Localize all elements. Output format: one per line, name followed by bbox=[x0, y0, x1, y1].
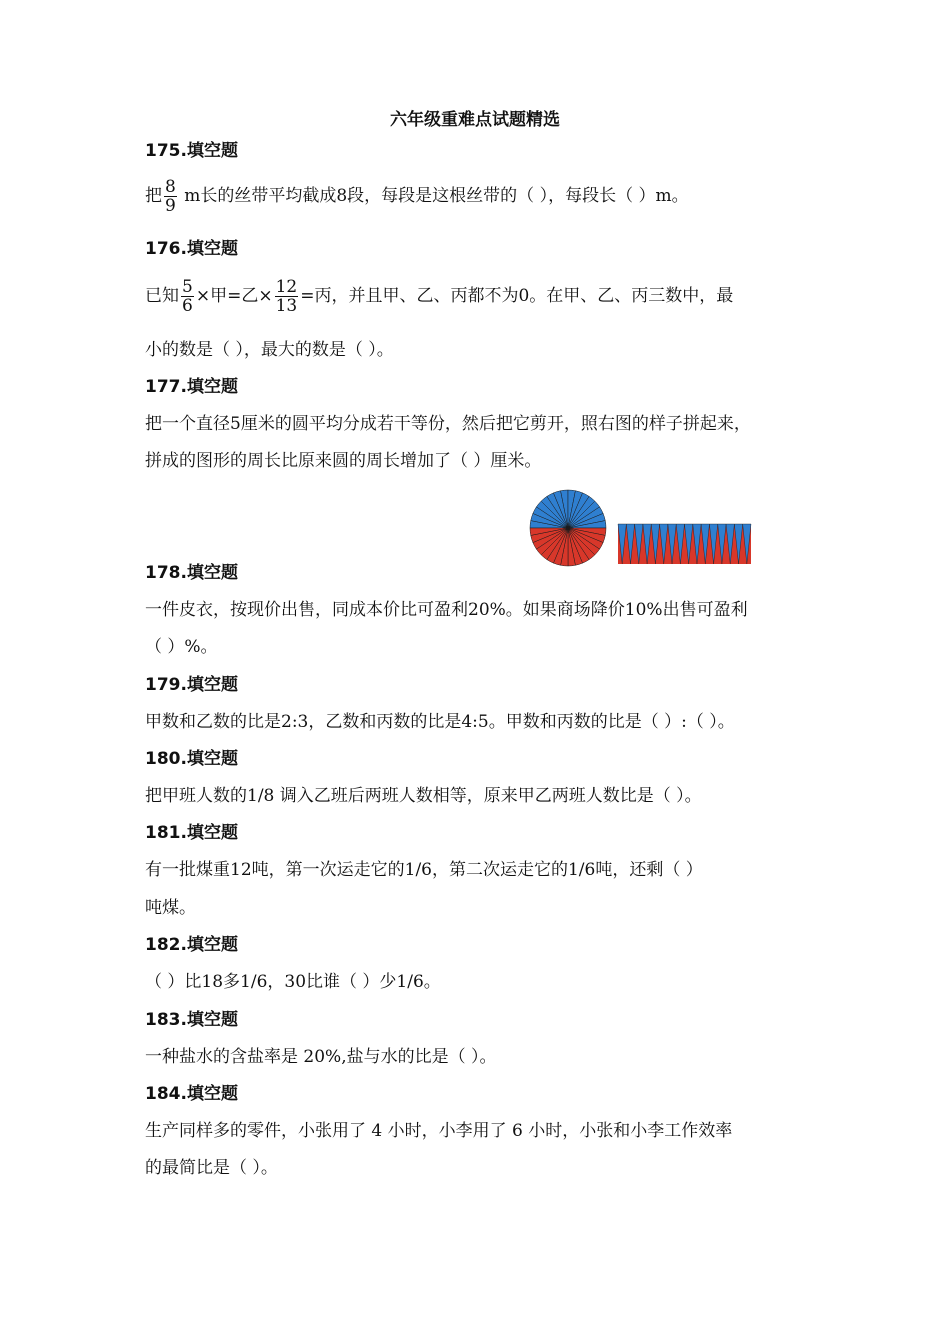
question-181-line1: 有一批煤重12吨，第一次运走它的1/6，第二次运走它的1/6吨，还剩（ ） bbox=[145, 860, 703, 880]
question-176-text: 已知 $\frac{5}{6}$ ×甲=乙× $\frac{12}{13}$ =丙，并且甲、乙、丙都不为0。在甲、乙、丙三数中，最 bbox=[145, 277, 734, 316]
question-184-line1: 生产同样多的零件，小张用了 4 小时，小李用了 6 小时，小张和小李工作效率 bbox=[145, 1121, 733, 1141]
question-176-line2: 小的数是（ ），最大的数是（ ）。 bbox=[145, 340, 394, 360]
question-181-line2: 吨煤。 bbox=[145, 898, 196, 918]
question-177-line1: 把一个直径5厘米的圆平均分成若干等份，然后把它剪开，照右图的样子拼起来， bbox=[145, 414, 751, 434]
question-180-header: 180.填空题 bbox=[145, 749, 238, 769]
question-177-header: 177.填空题 bbox=[145, 377, 238, 397]
fraction-5-6: $\frac{5}{6}$ bbox=[182, 277, 193, 316]
question-182-line1: （ ）比18多1/6，30比谁（ ）少1/6。 bbox=[145, 972, 441, 992]
question-182-header: 182.填空题 bbox=[145, 935, 238, 955]
fraction-12-13: $\frac{12}{13}$ bbox=[275, 277, 298, 316]
question-178-line2: （ ）%。 bbox=[145, 637, 218, 657]
page-title: 六年级重难点试题精选 bbox=[390, 110, 560, 130]
question-175-text bbox=[145, 178, 810, 215]
question-178-header: 178.填空题 bbox=[145, 563, 238, 583]
question-179-header: 179.填空题 bbox=[145, 675, 238, 695]
question-184-line2: 的最简比是（ ）。 bbox=[145, 1158, 278, 1178]
sliced-circle bbox=[530, 490, 606, 566]
question-184-header: 184.填空题 bbox=[145, 1084, 238, 1104]
question-176-header: 176.填空题 bbox=[145, 239, 238, 259]
question-181-header: 181.填空题 bbox=[145, 823, 238, 843]
question-175-header: 175.填空题 bbox=[145, 141, 238, 161]
question-180-line1: 把甲班人数的1/8 调入乙班后两班人数相等，原来甲乙两班人数比是（ ）。 bbox=[145, 786, 702, 806]
circle-rearrangement-figure bbox=[528, 489, 754, 567]
question-177-line2: 拼成的图形的周长比原来圆的周长增加了（ ）厘米。 bbox=[145, 451, 542, 471]
question-183-line1: 一种盐水的含盐率是 20%,盐与水的比是（ ）。 bbox=[145, 1047, 497, 1067]
rearranged-strip bbox=[618, 524, 751, 564]
question-178-line1: 一件皮衣，按现价出售，同成本价比可盈利20%。如果商场降价10%出售可盈利 bbox=[145, 600, 748, 620]
question-175-pre: 把 bbox=[145, 186, 162, 206]
question-179-line1: 甲数和乙数的比是2:3，乙数和丙数的比是4:5。甲数和丙数的比是（ ）:（ ）。 bbox=[145, 712, 735, 732]
question-183-header: 183.填空题 bbox=[145, 1010, 238, 1030]
question-175-post: m长的丝带平均截成8段，每段是这根丝带的（ ），每段长（ ）m。 bbox=[178, 186, 689, 206]
fraction-8-9: $\frac{8}{9}$ bbox=[165, 177, 176, 216]
